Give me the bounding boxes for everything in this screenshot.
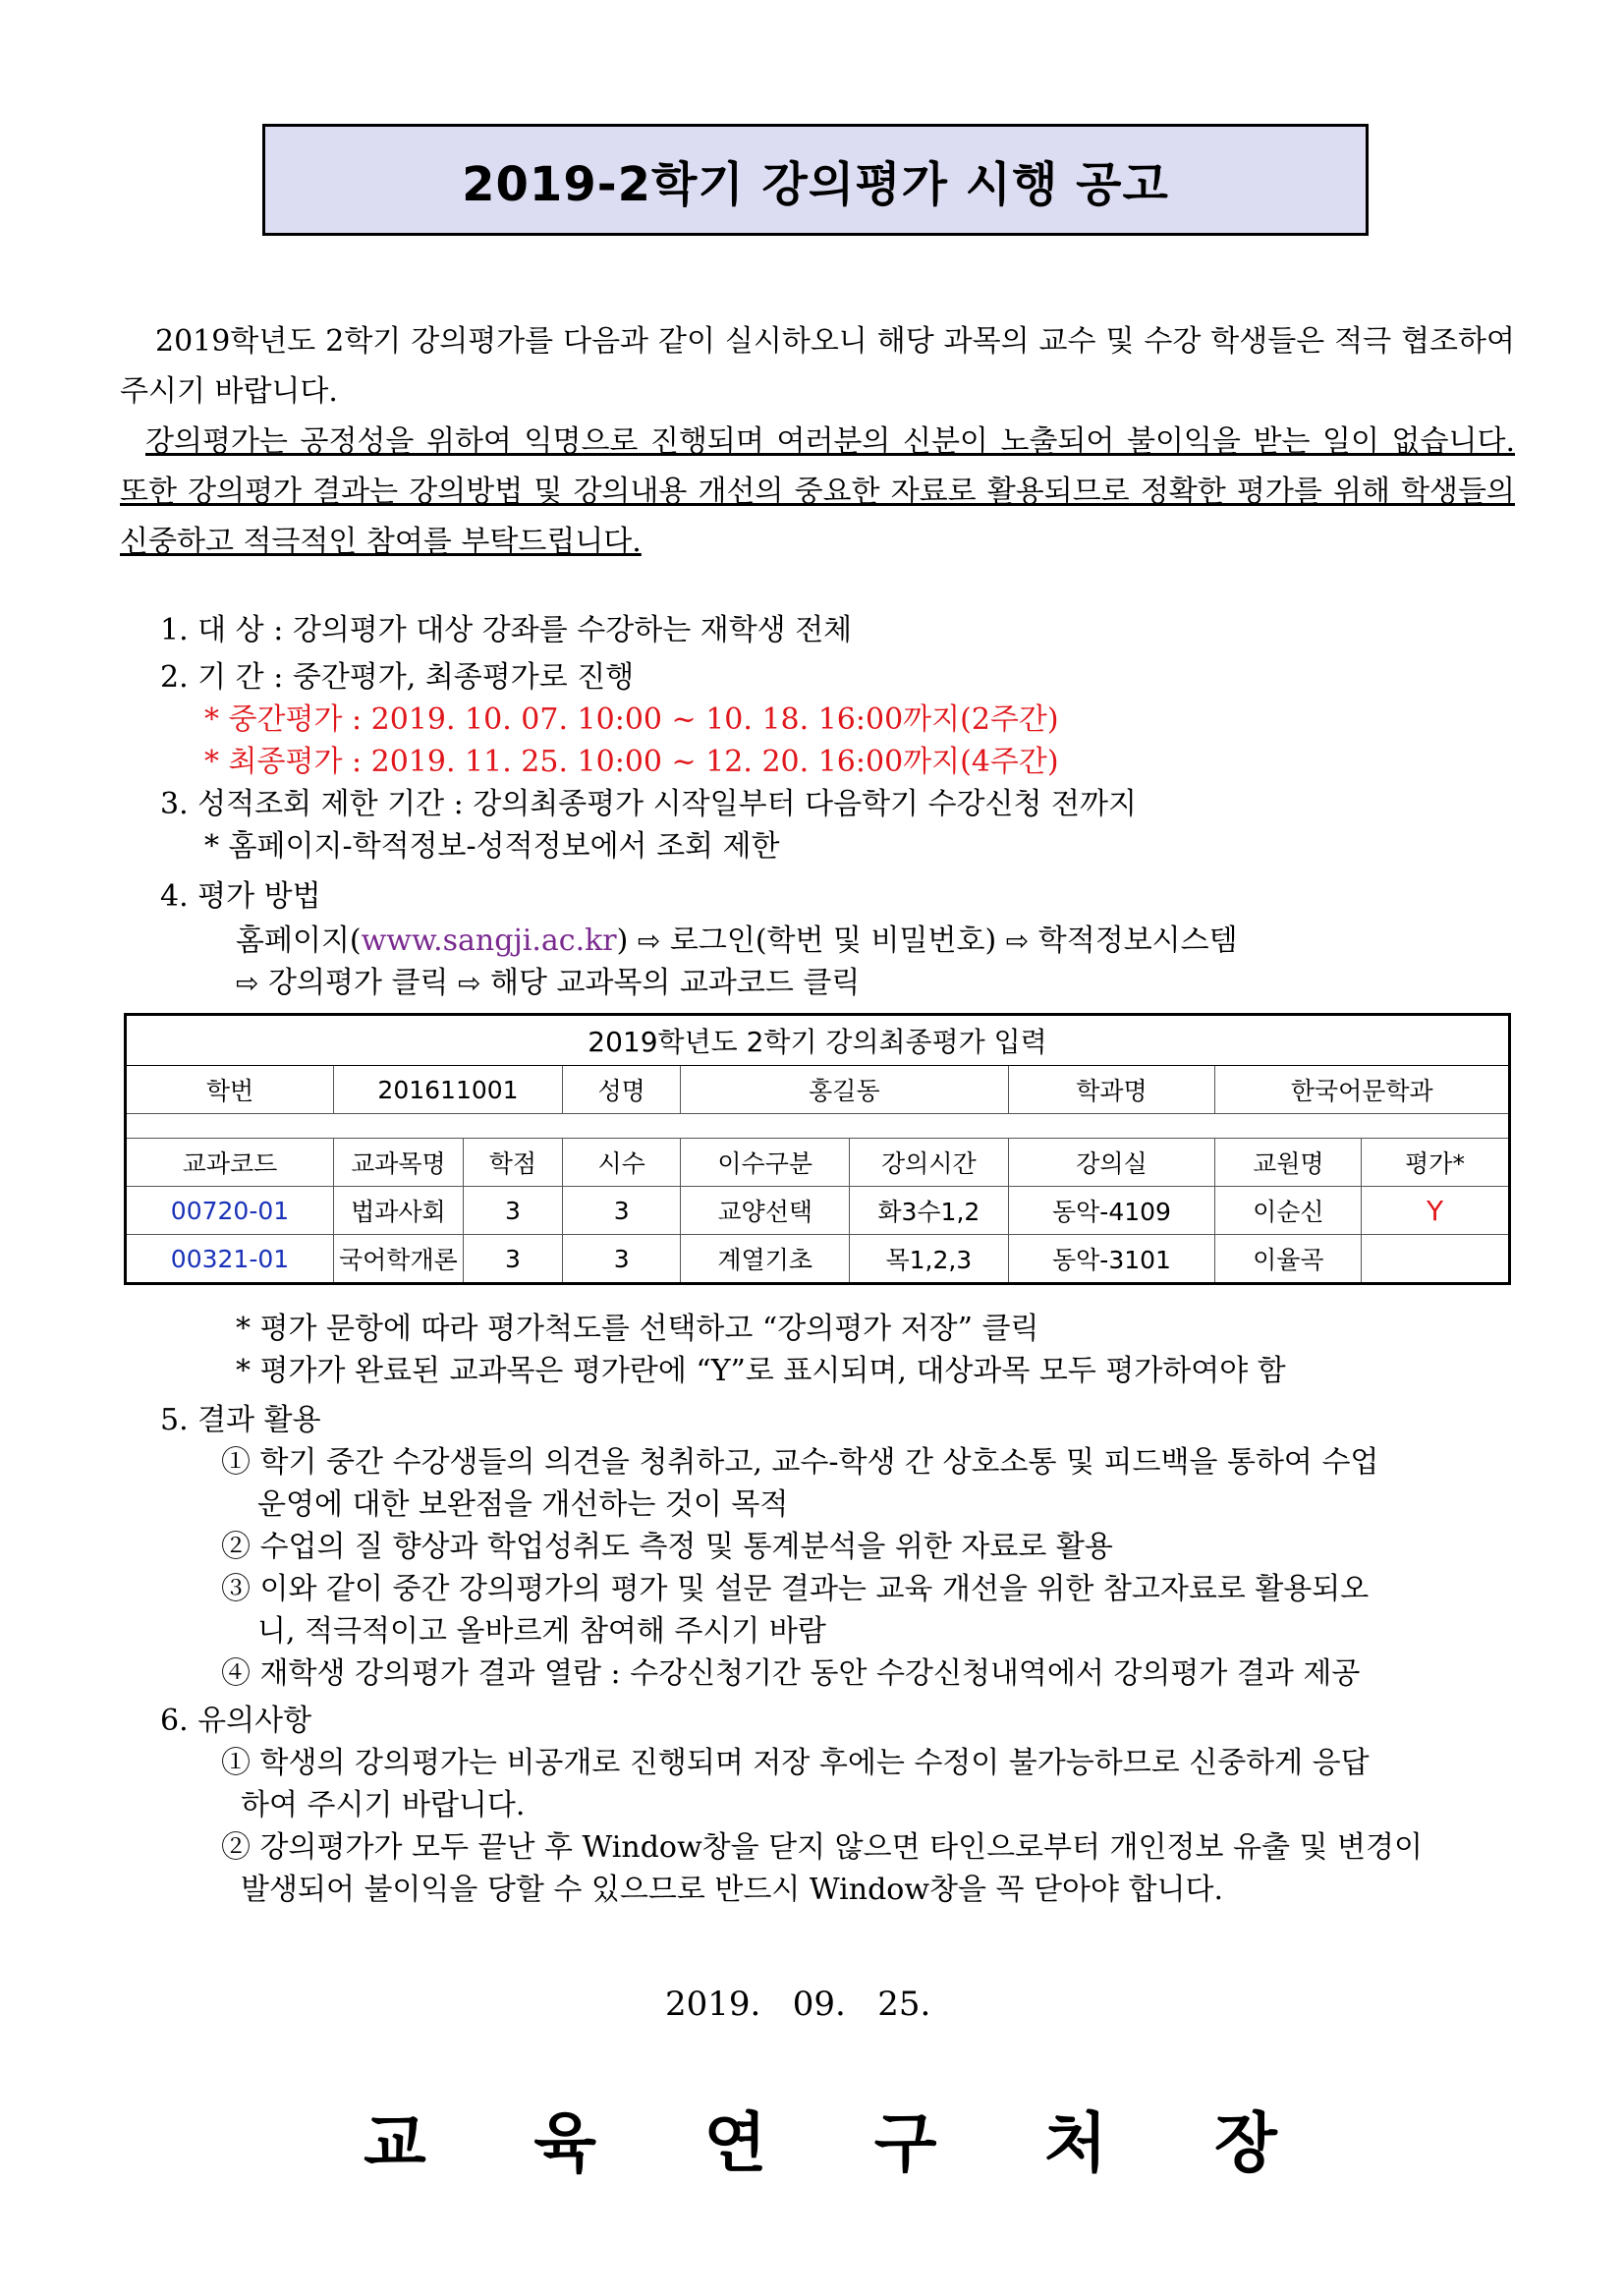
issuer-signature [364, 2091, 1277, 2184]
notice-date: 2019. 09. 25. [665, 1985, 931, 2024]
course-name: 법과사회 [333, 1187, 463, 1235]
student-name-label: 성명 [563, 1066, 681, 1114]
arrow-right-icon: ⇨ [1005, 924, 1030, 957]
issuer-char: 장 [1214, 2104, 1277, 2181]
method-line-1 [236, 916, 1238, 959]
method-line-2 [236, 958, 860, 1001]
header-professor: 교원명 [1215, 1139, 1362, 1187]
dept-label: 학과명 [1008, 1066, 1215, 1114]
header-credits: 학점 [463, 1139, 562, 1187]
table-row [126, 1235, 1510, 1284]
item-grade-limit-note: * 홈페이지-학적정보-성적정보에서 조회 제한 [204, 829, 780, 864]
header-course-code: 교과코드 [126, 1139, 334, 1187]
issuer-char: 육 [533, 2104, 596, 2181]
table-row [126, 1187, 1510, 1235]
method-homepage-close: ) [616, 924, 629, 958]
table-header-row [126, 1139, 1510, 1187]
method-step-click: 강의평가 클릭 [268, 966, 449, 1000]
item-final-period: * 최종평가 : 2019. 11. 25. 10:00 ~ 12. 20. 16:00까지(4주간) [204, 745, 1059, 779]
evaluation-status [1362, 1235, 1510, 1284]
header-room: 강의실 [1008, 1139, 1215, 1187]
category: 계열기초 [681, 1235, 850, 1284]
classroom: 동악-4109 [1008, 1187, 1215, 1235]
method-step-login: 로그인(학번 및 비밀번호) [669, 924, 997, 958]
item-method-title: 4. 평가 방법 [160, 879, 321, 914]
issuer-char: 처 [1043, 2104, 1107, 2181]
caution-1a: ① 학생의 강의평가는 비공개로 진행되며 저장 후에는 수정이 불가능하므로 신중하게 응답 [221, 1746, 1370, 1780]
arrow-right-icon: ⇨ [236, 967, 259, 999]
hours: 3 [563, 1187, 681, 1235]
issuer-char: 구 [873, 2104, 937, 2181]
student-name-value: 홍길동 [681, 1066, 1008, 1114]
student-id-label: 학번 [126, 1066, 334, 1114]
caution-2b: 발생되어 불이익을 당할 수 있으므로 반드시 Window창을 꼭 닫아야 합니다. [241, 1873, 1223, 1907]
evaluation-input-table [124, 1013, 1511, 1285]
method-step-code: 해당 교과목의 교과코드 클릭 [490, 966, 861, 1000]
item-caution-title: 6. 유의사항 [160, 1704, 312, 1738]
professor: 이순신 [1215, 1187, 1362, 1235]
table-spacer-row [126, 1114, 1510, 1139]
result-3b: 니, 적극적이고 올바르게 참여해 주시기 바람 [257, 1614, 826, 1649]
issuer-char: 연 [703, 2104, 767, 2181]
intro-paragraph: 2019학년도 2학기 강의평가를 다음과 같이 실시하오니 해당 과목의 교수 및 수강 학생들은 적극 협조하여 주시기 바랍니다. [120, 324, 1515, 409]
item-target: 1. 대 상 : 강의평가 대상 강좌를 수강하는 재학생 전체 [160, 613, 853, 647]
method-homepage-label: 홈페이지( [236, 924, 362, 958]
caution-2a: ② 강의평가가 모두 끝난 후 Window창을 닫지 않으면 타인으로부터 개인정보 유출 및 변경이 [221, 1830, 1423, 1865]
arrow-right-icon: ⇨ [637, 924, 661, 957]
course-code-link[interactable]: 00720-01 [126, 1187, 334, 1235]
result-4: ④ 재학생 강의평가 결과 열람 : 수강신청기간 동안 수강신청내역에서 강의평가 결과 제공 [221, 1656, 1361, 1691]
result-2: ② 수업의 질 향상과 학업성취도 측정 및 통계분석을 위한 자료로 활용 [221, 1530, 1113, 1564]
evaluation-status: Y [1362, 1187, 1510, 1235]
class-time: 화3수1,2 [850, 1187, 1008, 1235]
category: 교양선택 [681, 1187, 850, 1235]
classroom: 동악-3101 [1008, 1235, 1215, 1284]
course-name: 국어학개론 [333, 1235, 463, 1284]
result-1b: 운영에 대한 보완점을 개선하는 것이 목적 [257, 1487, 789, 1522]
page-title: 2019-2학기 강의평가 시행 공고 [462, 156, 1169, 212]
credits: 3 [463, 1235, 562, 1284]
intro-underlined-paragraph: 강의평가는 공정성을 위하여 익명으로 진행되며 여러분의 신분이 노출되어 불이익을 받는 일이 없습니다. 또한 강의평가 결과는 강의방법 및 강의내용 개선의 중요한 자료로 활용되므로 정확한 평가를 위해 학생들의 신중하고 적극적인 참여를 부탁드립니다. [120, 424, 1515, 559]
item-period: 2. 기 간 : 중간평가, 최종평가로 진행 [160, 660, 635, 695]
method-step-system: 학적정보시스템 [1037, 924, 1238, 958]
hours: 3 [563, 1235, 681, 1284]
item-grade-limit: 3. 성적조회 제한 기간 : 강의최종평가 시작일부터 다음학기 수강신청 전까지 [160, 787, 1137, 821]
intro-section [120, 316, 1515, 567]
issuer-char: 교 [364, 2104, 426, 2181]
table-caption: 2019학년도 2학기 강의최종평가 입력 [126, 1015, 1510, 1066]
course-code-link[interactable]: 00321-01 [126, 1235, 334, 1284]
note-save-instruction: * 평가 문항에 따라 평가척도를 선택하고 “강의평가 저장” 클릭 [236, 1312, 1039, 1346]
credits: 3 [463, 1187, 562, 1235]
result-1a: ① 학기 중간 수강생들의 의견을 청취하고, 교수-학생 간 상호소통 및 피드백을 통하여 수업 [221, 1445, 1379, 1480]
professor: 이율곡 [1215, 1235, 1362, 1284]
header-category: 이수구분 [681, 1139, 850, 1187]
header-course-name: 교과목명 [333, 1139, 463, 1187]
item-result-title: 5. 결과 활용 [160, 1403, 321, 1437]
arrow-right-icon: ⇨ [457, 967, 481, 999]
class-time: 목1,2,3 [850, 1235, 1008, 1284]
notice-title-box [262, 124, 1369, 236]
caution-1b: 하여 주시기 바랍니다. [241, 1788, 526, 1822]
student-id-value: 201611001 [333, 1066, 562, 1114]
header-time: 강의시간 [850, 1139, 1008, 1187]
header-evaluation: 평가* [1362, 1139, 1510, 1187]
homepage-url-link[interactable]: www.sangji.ac.kr [361, 924, 617, 958]
header-hours: 시수 [563, 1139, 681, 1187]
result-3a: ③ 이와 같이 중간 강의평가의 평가 및 설문 결과는 교육 개선을 위한 참고자료로 활용되오 [221, 1572, 1370, 1606]
note-completion-mark: * 평가가 완료된 교과목은 평가란에 “Y”로 표시되며, 대상과목 모두 평가하여야 함 [236, 1354, 1286, 1388]
item-mid-period: * 중간평가 : 2019. 10. 07. 10:00 ~ 10. 18. 16:00까지(2주간) [204, 702, 1059, 737]
dept-value: 한국어문학과 [1215, 1066, 1510, 1114]
